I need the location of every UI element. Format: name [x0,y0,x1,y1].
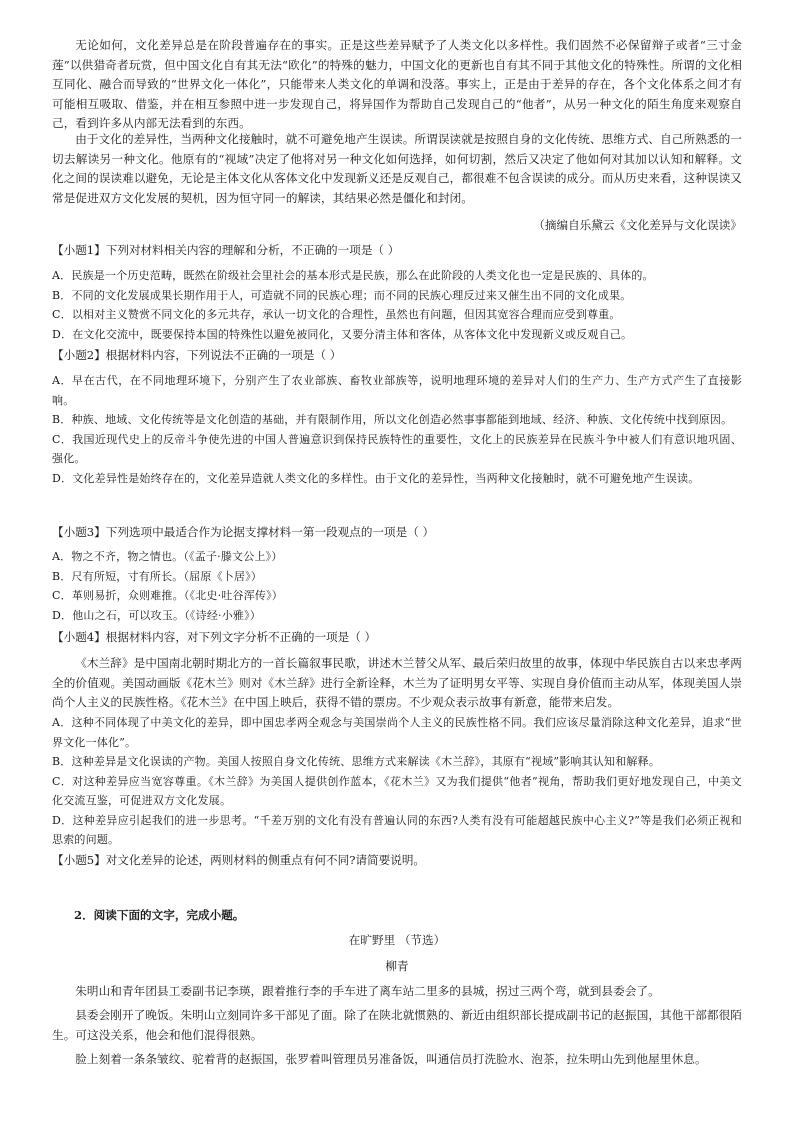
question-2-stem: 【小题2】根据材料内容，下列说法不正确的一项是（ ） [52,348,342,362]
question-2-option-a: A．早在古代，在不同地理环境下，分别产生了农业部族、畜牧业部族等，说明地理环境的差异对人们的生产力、生产方式产生了直接影响。 [52,374,742,407]
question-2-options [52,371,742,488]
question-2-option-b: B．种族、地域、文化传统等是文化创造的基础，并有限制作用，所以文化创造必然事事都能到地域、经济、种族、文化传统中找到原因。 [52,413,733,426]
question-3-option-d: D．他山之石，可以攻玉。（《诗经·小雅》） [52,608,262,622]
question-1-option-d: D．在文化交流中，既要保持本国的特殊性以避免被同化，又要分清主体和客体，从客体文化中发现新义或反观自己。 [52,327,633,341]
question-1-options [52,266,742,344]
story-author: 柳青 [385,959,409,973]
story-title: 在旷野里 （节选） [348,933,446,947]
question-3-stem: 【小题3】下列选项中最适合作为论据支撑材料一第一段观点的一项是（ ） [52,525,435,539]
question-4-option-c: C．对这种差异应当宽容尊重。《木兰辞》为美国人提供创作蓝本，《花木兰》又为我们提供“他者”视角，帮助我们更好地发现自己，中美文化交流互鉴，可促进双方文化发展。 [52,774,742,807]
question-4-options [52,713,742,850]
question-5-stem: 【小题5】对文化差异的论述，两则材料的侧重点有何不同?请简要说明。 [52,853,426,867]
question-3-option-a: A．物之不齐，物之情也。（《孟子·滕文公上》） [52,550,283,563]
question-4-passage: 《木兰辞》是中国南北朝时期北方的一首长篇叙事民歌，讲述木兰替父从军、最后荣归故里的故事，体现中华民族自古以来忠孝两全的价值观。美国动画版《花木兰》则对《木兰辞》进行全新诠释，木兰为了证明男女平等、实现自身价值而主动从军，体现美国人崇尚个人主义的民族性格。《花木兰》在中国上映后，获得不错的票房。不少观众表示故事有新意，能带来启发。 [52,656,742,709]
question-4-stem: 【小题4】根据材料内容，对下列文字分析不正确的一项是（ ） [52,630,377,644]
question-2-option-d: D．文化差异性是始终存在的，文化差异造就人类文化的多样性。由于文化的差异性，当两种文化接触时，就不可避免地产生误读。 [52,471,700,485]
question-2-option-c: C．我国近现代史上的反帝斗争使先进的中国人普遍意识到保持民族特性的重要性，文化上的民族差异在民族斗争中被人们有意识地巩固、强化。 [52,432,742,465]
question-1-option-b: B．不同的文化发展成果长期作用于人，可造就不同的民族心理；而不同的民族心理反过来又催生出不同的文化成果。 [52,288,632,302]
question-3-options [52,547,742,625]
question-3-option-c: C．革则易折，众则难推。（《北史·吐谷浑传》） [52,589,284,602]
passage1-paragraph-2: 由于文化的差异性，当两种文化接触时，就不可避免地产生误读。所谓误读就是按照自身的文化传统、思维方式、自己所熟悉的一切去解读另一种文化。他原有的“视域”决定了他将对另一种文化如何选择，如何切割，然后又决定了他如何对其加以认知和解释。文化之间的误读难以避免，无论是主体文化从客体文化中发现新义还是反观自己，都很难不包含误读的成分。而从历史来看，这种误读又常是促进双方文化发展的契机，因为恒守同一的解读，其结果必然是僵化和封闭。 [52,132,742,205]
passage1-source: （摘编自乐黛云《文化差异与文化误读》 [533,218,742,232]
story-paragraph-2: 县委会刚开了晚饭。朱明山立刻同许多干部见了面。除了在陕北就惯熟的、新近由组织部长提成副书记的赵振国，其他干部都很陌生。可这没关系，他会和他们混得很熟。 [52,1008,742,1042]
passage1-paragraph-1: 无论如何，文化差异总是在阶段普遍存在的事实。正是这些差异赋予了人类文化以多样性。我们固然不必保留辩子或者“三寸金莲”以供猎奇者玩赏，但中国文化自有其无法“欧化”的特殊的魅力，中国文化的更新也自有其不同于其他文化的特殊性。所谓的文化相互同化、融合而导致的“世界文化一体化”，只能带来人类文化的单调和没落。事实上，正是由于差异的存在，各个文化体系之间才有可能相互吸取、借鉴，并在相互参照中进一步发现自己，将异国作为帮助自己发现自己的“他者”，从另一种文化的陌生角度来观察自己，看到许多从内部无法看到的东西。 [52,38,742,130]
section-2-heading: 2．阅读下面的文字，完成小题。 [74,908,245,922]
question-4-option-d: D．这种差异应引起我们的进一步思考。“千差万别的文化有没有普遍认同的东西?人类有没有可能超越民族中心主义?”等是我们必须正视和思索的问题。 [52,813,742,846]
story-paragraph-1: 朱明山和青年团县工委副书记李瑛，跟着推行李的手车进了离车站二里多的县城，拐过三两个弯，就到县委会了。 [75,984,660,998]
question-3-option-b: B．尺有所短，寸有所长。（屈原《卜居》） [52,569,263,583]
question-1-stem: 【小题1】下列对材料相关内容的理解和分析，不正确的一项是（ ） [52,243,400,257]
question-4-option-a: A．这种不同体现了中美文化的差异，即中国忠孝两全观念与美国崇尚个人主义的民族性格不同。我们应该尽量消除这种文化差异，追求“世界文化一体化”。 [52,716,742,749]
question-1-option-c: C．以相对主义赞赏不同文化的多元共存，承认一切文化的合理性，虽然也有问题，但因其宽容合理而应受到尊重。 [52,308,621,321]
question-1-option-a: A．民族是一个历史范畴，既然在阶级社会里社会的基本形式是民族，那么在此阶段的人类文化也一定是民族的、具体的。 [52,269,654,282]
story-paragraph-3: 脸上刻着一条条皱纹、驼着背的赵振国，张罗着叫管理员另准备饭，叫通信员打洗脸水、泡茶，拉朱明山先到他屋里休息。 [75,1052,707,1066]
question-4-option-b: B．这种差异是文化误读的产物。美国人按照自身文化传统、思维方式来解读《木兰辞》，其原有“视域”影响其认知和解释。 [52,755,661,768]
